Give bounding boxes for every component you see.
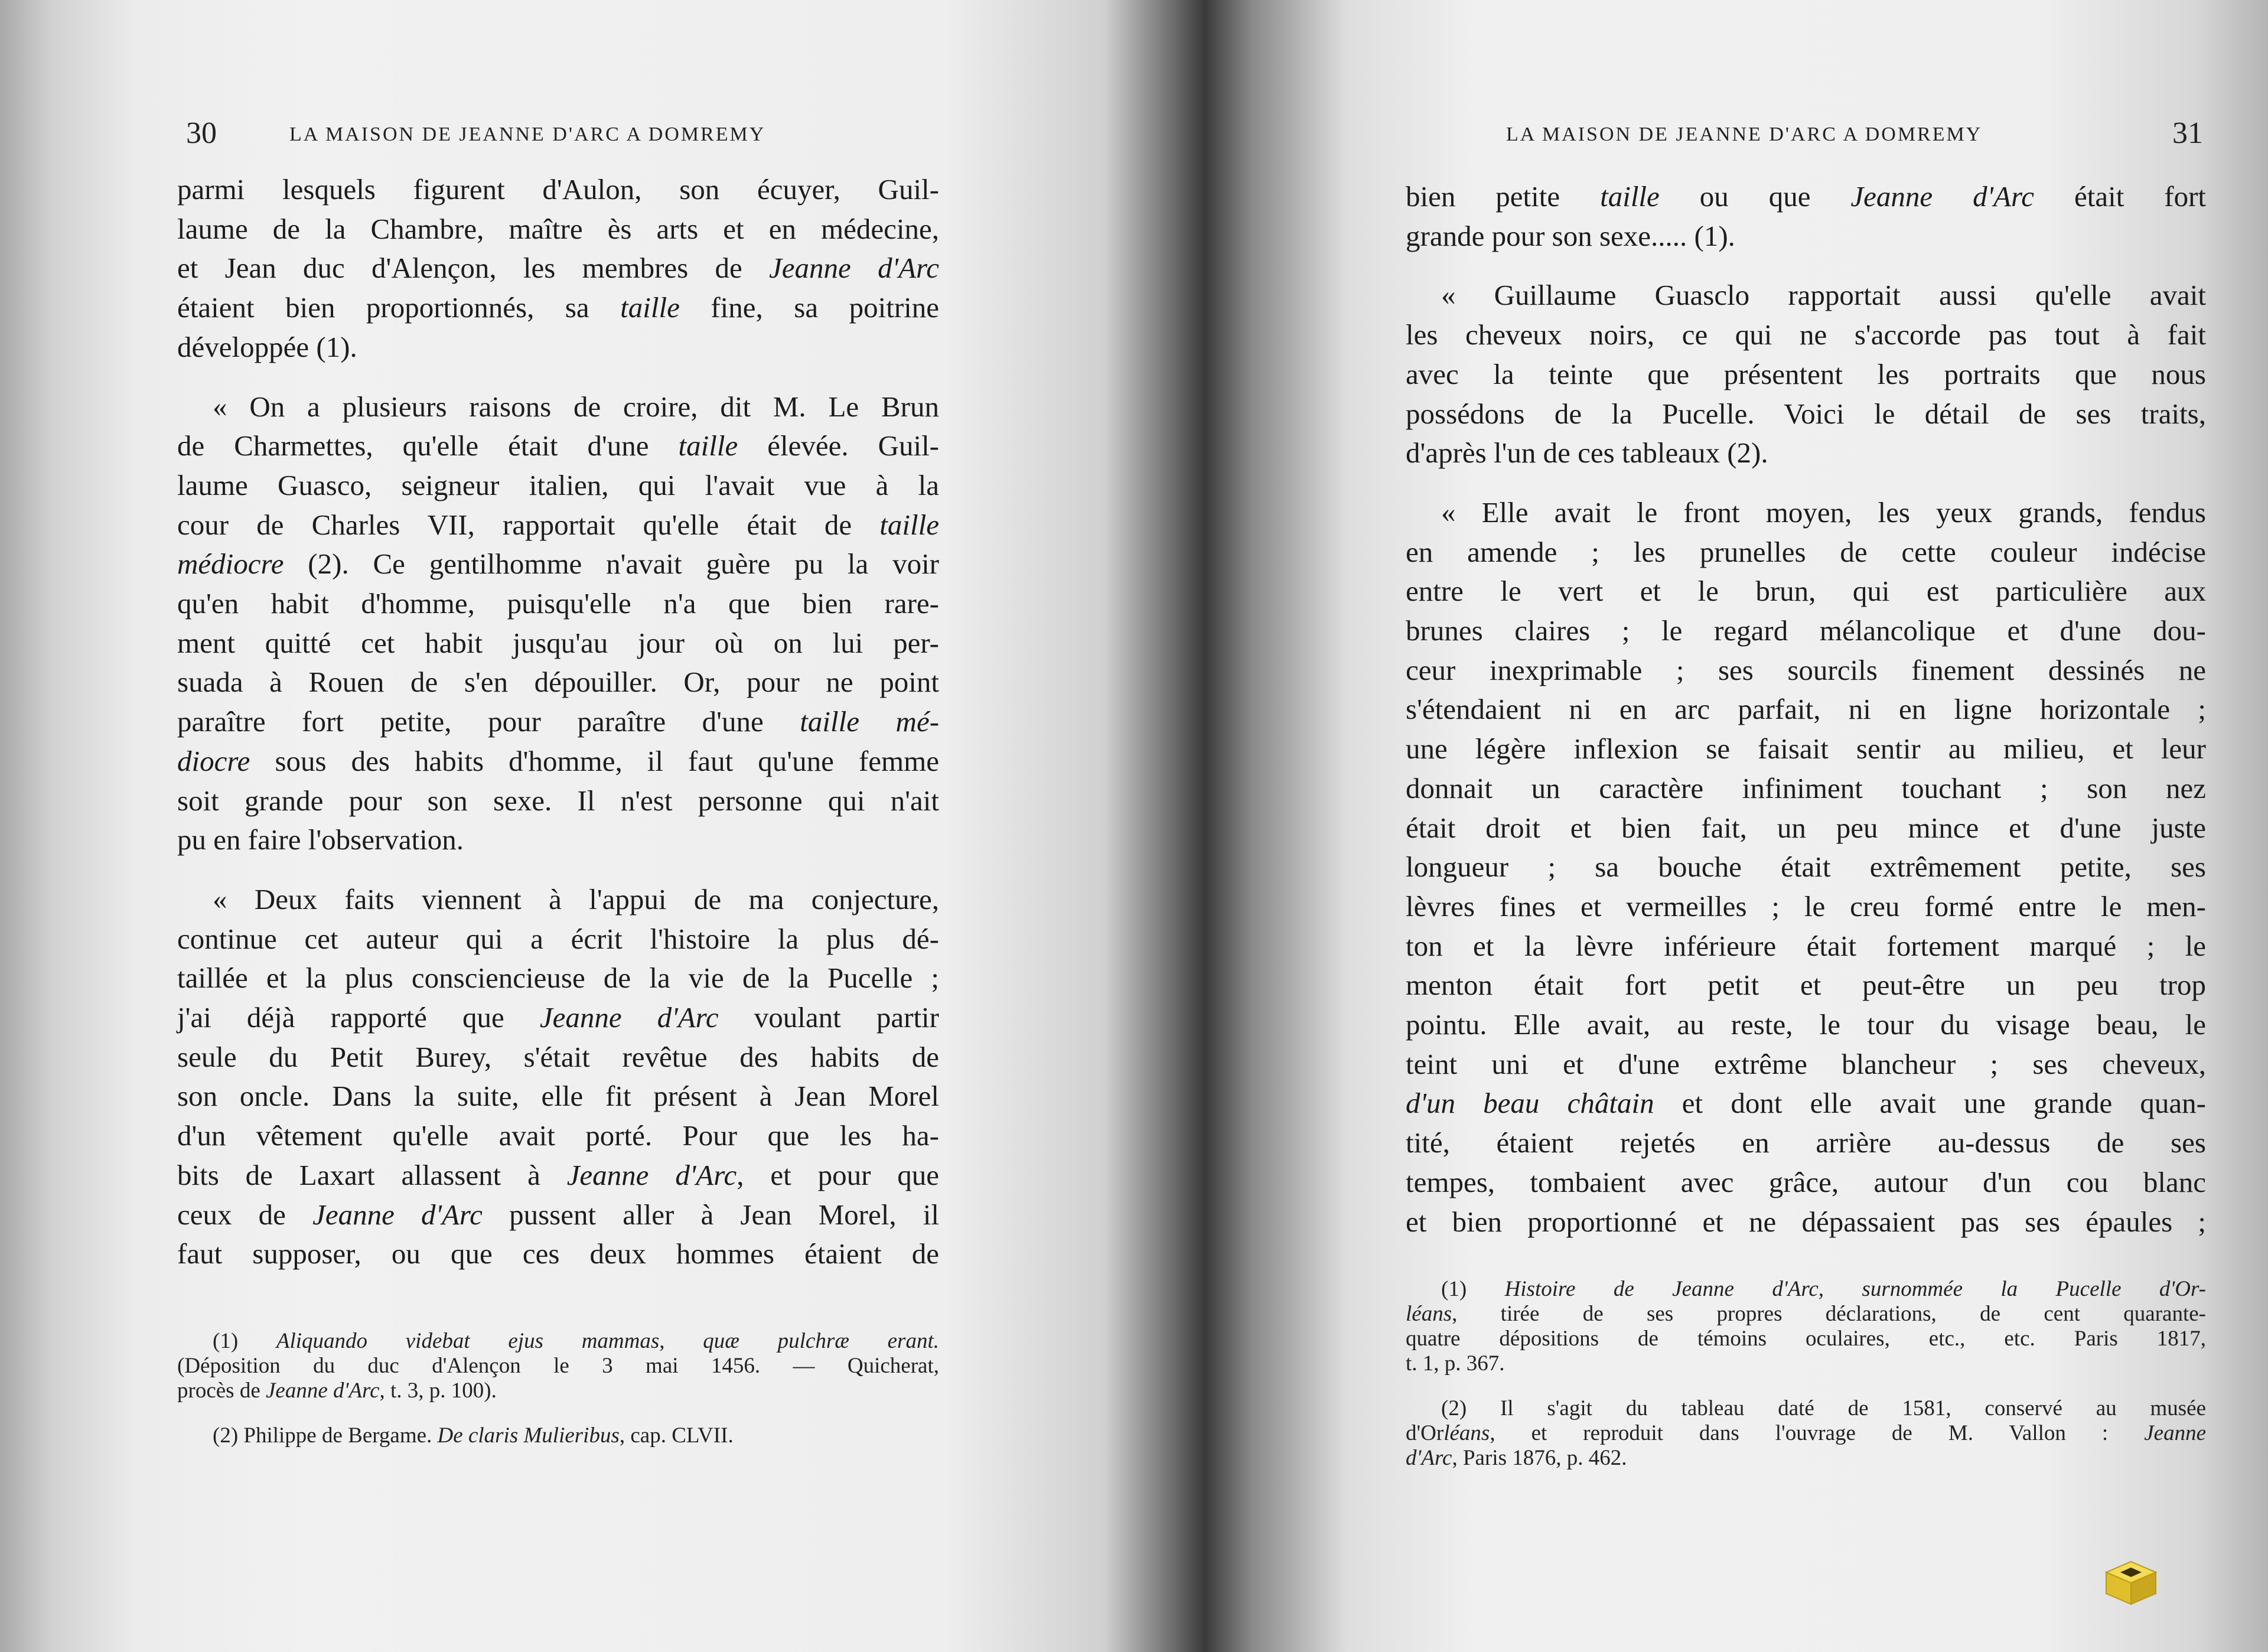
text-line: son oncle. Dans la suite, elle fit présent à Jean Morel bbox=[177, 1080, 939, 1113]
right-body-text bbox=[1406, 177, 2206, 1262]
text-line: cour de Charles VII, rapportait qu'elle était de taille bbox=[177, 508, 939, 541]
text-line: pointu. Elle avait, au reste, le tour du visage beau, le bbox=[1406, 1008, 2206, 1041]
footnote-line: (2) Philippe de Bergame. De claris Mulieribus, cap. CLVII. bbox=[213, 1423, 734, 1448]
text-line: suada à Rouen de s'en dépouiller. Or, pour ne point bbox=[177, 666, 939, 699]
text-line: en amende ; les prunelles de cette couleur indécise bbox=[1406, 535, 2206, 568]
right-paragraph-3 bbox=[1406, 493, 2206, 1242]
text-line: bien petite taille ou que Jeanne d'Arc était fort bbox=[1406, 180, 2207, 213]
left-paragraph-3 bbox=[177, 880, 939, 1274]
text-line: et bien proportionné et ne dépassaient pas ses épaules ; bbox=[1406, 1205, 2206, 1238]
right-paragraph-2 bbox=[1406, 276, 2206, 473]
text-line: parmi lesquels figurent d'Aulon, son écuyer, Guil- bbox=[177, 173, 939, 206]
text-line: j'ai déjà rapporté que Jeanne d'Arc voulant partir bbox=[177, 1001, 939, 1034]
running-title-right: LA MAISON DE JEANNE D'ARC A DOMREMY bbox=[1506, 123, 1983, 145]
footnote-2-right bbox=[1406, 1396, 2206, 1471]
text-line: possédons de la Pucelle. Voici le détail de ses traits, bbox=[1406, 397, 2206, 430]
footnote-line: t. 1, p. 367. bbox=[1406, 1351, 1505, 1376]
text-line: « Deux faits viennent à l'appui de ma conjecture, bbox=[213, 882, 939, 915]
right-page bbox=[1217, 0, 2268, 1652]
text-line: grande pour son sexe..... (1). bbox=[1406, 219, 1735, 252]
text-line: les cheveux noirs, ce qui ne s'accorde pas tout à fait bbox=[1406, 318, 2206, 351]
footnote-2-left bbox=[177, 1423, 939, 1448]
text-line: avec la teinte que présentent les portraits que nous bbox=[1406, 357, 2206, 390]
text-line: d'après l'un de ces tableaux (2). bbox=[1406, 436, 1768, 470]
text-line: longueur ; sa bouche était extrêmement petite, ses bbox=[1406, 851, 2206, 884]
text-line: ment quitté cet habit jusqu'au jour où on lui per- bbox=[177, 626, 939, 659]
text-line: d'un vêtement qu'elle avait porté. Pour que les ha- bbox=[177, 1119, 939, 1152]
text-line: développée (1). bbox=[177, 330, 357, 363]
footnote-line: léans, tirée de ses propres déclarations, de cent quarante- bbox=[1406, 1302, 2206, 1326]
text-line: brunes claires ; le regard mélancolique et d'une dou- bbox=[1406, 614, 2206, 647]
footnote-line: procès de Jeanne d'Arc, t. 3, p. 100). bbox=[177, 1379, 497, 1403]
text-line: lèvres fines et vermeilles ; le creu formé entre le men- bbox=[1406, 889, 2206, 923]
text-line: menton était fort petit et peut-être un peu trop bbox=[1406, 969, 2206, 1002]
page-number-left: 30 bbox=[186, 116, 217, 150]
footnote-line: (Déposition du duc d'Alençon le 3 mai 1456. — Quicherat, bbox=[177, 1354, 939, 1378]
text-line: paraître fort petite, pour paraître d'une taille mé- bbox=[177, 705, 940, 738]
text-line: diocre sous des habits d'homme, il faut qu'une femme bbox=[177, 744, 939, 777]
text-line: teint uni et d'une extrême blancheur ; ses cheveux, bbox=[1406, 1047, 2206, 1080]
text-line: « On a plusieurs raisons de croire, dit M. Le Brun bbox=[213, 390, 939, 423]
text-line: « Guillaume Guasclo rapportait aussi qu'elle avait bbox=[1441, 279, 2206, 312]
text-line: ceur inexprimable ; ses sourcils finement dessinés ne bbox=[1406, 653, 2206, 686]
text-line: qu'en habit d'homme, puisqu'elle n'a que bien rare- bbox=[177, 587, 939, 620]
text-line: tempes, tombaient avec grâce, autour d'un cou blanc bbox=[1406, 1165, 2206, 1198]
footnote-1-left bbox=[177, 1329, 939, 1403]
text-line: de Charmettes, qu'elle était d'une taille élevée. Guil- bbox=[177, 429, 939, 462]
text-line: laume de la Chambre, maître ès arts et en médecine, bbox=[177, 212, 939, 245]
left-body-text bbox=[177, 170, 939, 1294]
page-number-right: 31 bbox=[2172, 116, 2203, 150]
text-line: ton et la lèvre inférieure était fortement marqué ; le bbox=[1406, 929, 2206, 962]
text-line: médiocre (2). Ce gentilhomme n'avait guère pu la voir bbox=[177, 548, 939, 581]
left-paragraph-1 bbox=[177, 170, 939, 367]
footnote-1-right bbox=[1406, 1277, 2206, 1376]
text-line: faut supposer, ou que ces deux hommes étaient de bbox=[177, 1237, 939, 1270]
left-footnotes bbox=[177, 1329, 939, 1468]
text-line: donnait un caractère infiniment touchant ; son nez bbox=[1406, 771, 2206, 804]
running-head-left bbox=[186, 116, 945, 151]
text-line: taillée et la plus consciencieuse de la vie de la Pucelle ; bbox=[177, 962, 939, 995]
left-paragraph-2 bbox=[177, 387, 939, 860]
footnote-line: quatre dépositions de témoins oculaires, etc., etc. Paris 1817, bbox=[1406, 1327, 2206, 1351]
text-line: soit grande pour son sexe. Il n'est personne qui n'ait bbox=[177, 784, 939, 817]
text-line: laume Guasco, seigneur italien, qui l'avait vue à la bbox=[177, 468, 939, 501]
text-line: seule du Petit Burey, s'était revêtue des habits de bbox=[177, 1040, 939, 1073]
text-line: une légère inflexion se faisait sentir au milieu, et leur bbox=[1406, 732, 2206, 765]
text-line: continue cet auteur qui a écrit l'histoire la plus dé- bbox=[177, 922, 939, 955]
yellow-box-icon[interactable] bbox=[2104, 1559, 2158, 1607]
footnote-line: (1) Histoire de Jeanne d'Arc, surnommée la Pucelle d'Or- bbox=[1441, 1277, 2206, 1301]
footnote-line: (1) Aliquando videbat ejus mammas, quæ pulchræ erant. bbox=[213, 1329, 939, 1353]
text-line: pu en faire l'observation. bbox=[177, 823, 464, 856]
text-line: était droit et bien fait, un peu mince et d'une juste bbox=[1406, 811, 2206, 844]
text-line: s'étendaient ni en arc parfait, ni en ligne horizontale ; bbox=[1406, 693, 2206, 726]
footnote-line: d'Orléans, et reproduit dans l'ouvrage de M. Vallon : Jeanne bbox=[1406, 1421, 2206, 1445]
text-line: ceux de Jeanne d'Arc pussent aller à Jean Morel, il bbox=[177, 1198, 939, 1231]
right-paragraph-1 bbox=[1406, 177, 2206, 256]
footnote-line: d'Arc, Paris 1876, p. 462. bbox=[1406, 1446, 1627, 1470]
text-line: d'un beau châtain et dont elle avait une grande quan- bbox=[1406, 1087, 2206, 1120]
text-line: bits de Laxart allassent à Jeanne d'Arc, et pour que bbox=[177, 1158, 939, 1191]
text-line: « Elle avait le front moyen, les yeux grands, fendus bbox=[1441, 496, 2206, 529]
text-line: étaient bien proportionnés, sa taille fine, sa poitrine bbox=[177, 291, 939, 324]
footnote-line: (2) Il s'agit du tableau daté de 1581, conservé au musée bbox=[1441, 1396, 2206, 1420]
running-title-left: LA MAISON DE JEANNE D'ARC A DOMREMY bbox=[289, 123, 766, 145]
text-line: entre le vert et le brun, qui est particulière aux bbox=[1406, 575, 2206, 608]
text-line: et Jean duc d'Alençon, les membres de Jeanne d'Arc bbox=[177, 252, 940, 285]
running-head-right bbox=[1506, 116, 2203, 151]
text-line: tité, étaient rejetés en arrière au-dessus de ses bbox=[1406, 1126, 2206, 1159]
right-footnotes bbox=[1406, 1277, 2206, 1491]
